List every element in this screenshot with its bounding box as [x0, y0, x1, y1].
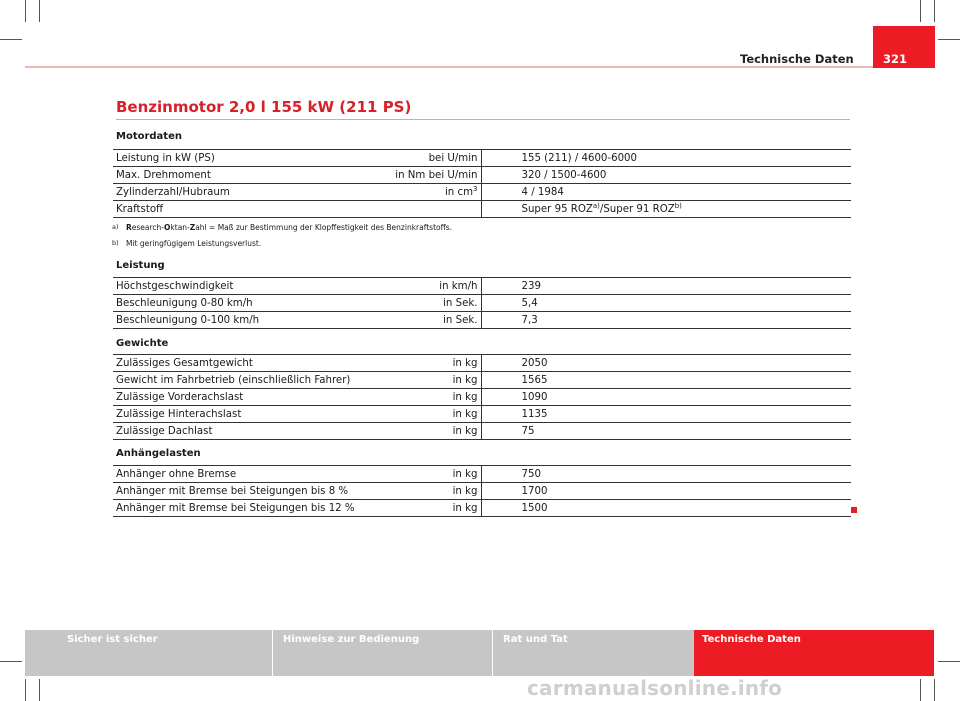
- row-unit: [372, 201, 481, 218]
- row-value: 5,4: [481, 295, 851, 312]
- heading-leistung: Leistung: [116, 260, 165, 271]
- table-row: [113, 423, 851, 440]
- footnote-b: [112, 239, 261, 248]
- crop-mark: [938, 661, 960, 662]
- tab-rat-und-tat[interactable]: Rat und Tat: [492, 630, 694, 676]
- row-label: Beschleunigung 0-100 km/h: [113, 312, 372, 329]
- row-unit: in kg: [372, 483, 481, 500]
- row-label: Kraftstoff: [113, 201, 372, 218]
- row-value: 1135: [481, 406, 851, 423]
- row-unit: in Nm bei U/min: [372, 167, 481, 184]
- crop-mark: [39, 0, 40, 22]
- table-row: [113, 201, 851, 218]
- fuel-b: /Super 91 ROZ: [599, 203, 675, 215]
- crop-mark: [920, 0, 921, 22]
- row-unit: in kg: [372, 389, 481, 406]
- tab-technische-daten[interactable]: Technische Daten: [694, 630, 934, 676]
- table-row: [113, 184, 851, 201]
- row-value: 4 / 1984: [481, 184, 851, 201]
- crop-mark: [920, 679, 921, 701]
- header-title: Technische Daten: [740, 52, 854, 66]
- row-value: 2050: [481, 355, 851, 372]
- row-unit: in km/h: [372, 278, 481, 295]
- bold-letter: R: [126, 223, 132, 232]
- table-leistung: [113, 277, 851, 329]
- crop-mark: [0, 39, 22, 40]
- table-row: [113, 312, 851, 329]
- bold-letter: Z: [189, 223, 196, 232]
- row-label: Gewicht im Fahrbetrieb (einschließlich Fahrer): [113, 372, 372, 389]
- crop-mark: [934, 679, 935, 701]
- row-label: Zulässige Vorderachslast: [113, 389, 372, 406]
- footnote-text: Mit geringfügigem Leistungsverlust.: [126, 239, 262, 248]
- heading-gewichte: Gewichte: [116, 338, 169, 349]
- row-label: Zulässige Dachlast: [113, 423, 372, 440]
- row-value: 320 / 1500-4600: [481, 167, 851, 184]
- fuel-a: Super 95 ROZ: [521, 203, 593, 215]
- table-row: [113, 150, 851, 167]
- row-unit: in Sek.: [372, 312, 481, 329]
- table-row: [113, 167, 851, 184]
- row-unit: [372, 184, 481, 201]
- crop-mark: [938, 39, 960, 40]
- row-label: Zulässige Hinterachslast: [113, 406, 372, 423]
- chapter-nav: [25, 630, 934, 676]
- footnote-ref-a: a): [592, 201, 600, 210]
- row-label: Anhänger ohne Bremse: [113, 466, 372, 483]
- table-row: [113, 389, 851, 406]
- row-unit: in kg: [372, 423, 481, 440]
- table-row: [113, 500, 851, 517]
- tab-hinweise-zur-bedienung[interactable]: Hinweise zur Bedienung: [272, 630, 492, 676]
- row-value: 1700: [481, 483, 851, 500]
- end-of-section-marker: [851, 507, 857, 513]
- tab-sicher-ist-sicher[interactable]: Sicher ist sicher: [25, 630, 272, 676]
- table-gewichte: [113, 354, 851, 440]
- crop-mark: [25, 0, 26, 22]
- row-value: 1565: [481, 372, 851, 389]
- row-unit: in Sek.: [372, 295, 481, 312]
- footnote-ref-b: b): [674, 201, 682, 210]
- row-unit: bei U/min: [372, 150, 481, 167]
- footnote-mark: b): [112, 239, 119, 247]
- row-unit: in kg: [372, 500, 481, 517]
- row-label: Zulässiges Gesamtgewicht: [113, 355, 372, 372]
- row-value: 7,3: [481, 312, 851, 329]
- row-label: Höchstgeschwindigkeit: [113, 278, 372, 295]
- page-number: 321: [873, 26, 935, 68]
- table-row: [113, 278, 851, 295]
- footnote-text: ahl = Maß zur Bestimmung der Klopffestigkeit des Benzinkraftstoffs.: [195, 223, 453, 232]
- row-unit: in kg: [372, 372, 481, 389]
- table-motordaten: [113, 149, 851, 218]
- row-label: Anhänger mit Bremse bei Steigungen bis 8 %: [113, 483, 372, 500]
- table-anhaengelasten: [113, 465, 851, 517]
- table-row: [113, 483, 851, 500]
- table-row: [113, 295, 851, 312]
- row-value: 75: [481, 423, 851, 440]
- row-value: 155 (211) / 4600-6000: [481, 150, 851, 167]
- row-label: Leistung in kW (PS): [113, 150, 372, 167]
- row-label: Zylinderzahl/Hubraum: [113, 184, 372, 201]
- watermark: carmanualsonline.info: [527, 676, 783, 700]
- bold-letter: O: [164, 223, 171, 232]
- crop-mark: [39, 679, 40, 701]
- table-row: [113, 355, 851, 372]
- row-label: Beschleunigung 0-80 km/h: [113, 295, 372, 312]
- row-label: Anhänger mit Bremse bei Steigungen bis 12 %: [113, 500, 372, 517]
- unit-superscript: 3: [473, 184, 478, 193]
- unit-text: in cm: [444, 186, 474, 198]
- row-value: 1090: [481, 389, 851, 406]
- section-rule: [116, 119, 850, 120]
- crop-mark: [25, 679, 26, 701]
- row-value: 1500: [481, 500, 851, 517]
- row-unit: in kg: [372, 355, 481, 372]
- heading-anhaengelasten: Anhängelasten: [116, 448, 201, 459]
- footnote-text: ktan-: [170, 223, 190, 232]
- row-unit: in kg: [372, 466, 481, 483]
- row-value: [481, 201, 851, 218]
- crop-mark: [0, 661, 22, 662]
- crop-mark: [934, 0, 935, 22]
- table-row: [113, 466, 851, 483]
- footnote-mark: a): [112, 223, 119, 231]
- table-row: [113, 372, 851, 389]
- row-unit: in kg: [372, 406, 481, 423]
- heading-motordaten: Motordaten: [116, 131, 182, 142]
- row-value: 750: [481, 466, 851, 483]
- section-title: Benzinmotor 2,0 l 155 kW (211 PS): [116, 98, 412, 116]
- footnote-a: [112, 223, 452, 232]
- header-rule: [25, 66, 935, 68]
- row-label: Max. Drehmoment: [113, 167, 372, 184]
- table-row: [113, 406, 851, 423]
- row-value: 239: [481, 278, 851, 295]
- footnote-text: esearch-: [131, 223, 165, 232]
